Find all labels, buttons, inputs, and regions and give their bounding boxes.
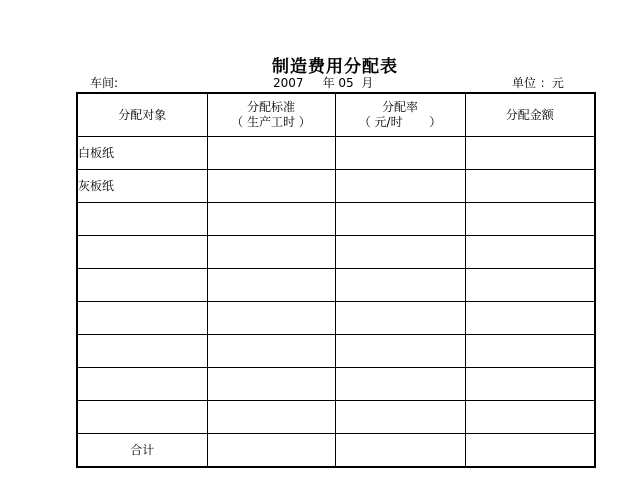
row-rate-cell[interactable] xyxy=(335,203,465,236)
row-basis-cell[interactable] xyxy=(207,368,335,401)
allocation-table xyxy=(76,92,596,468)
row-basis-cell[interactable] xyxy=(207,302,335,335)
row-object-cell[interactable] xyxy=(77,401,207,434)
row-object-cell[interactable] xyxy=(77,302,207,335)
row-amount-cell[interactable] xyxy=(465,401,595,434)
row-basis-cell[interactable] xyxy=(207,203,335,236)
table-row xyxy=(77,236,595,269)
row-amount-cell[interactable] xyxy=(465,368,595,401)
row-amount-cell[interactable] xyxy=(465,137,595,170)
row-basis-cell[interactable] xyxy=(207,137,335,170)
row-object-cell[interactable] xyxy=(77,269,207,302)
table-row xyxy=(77,203,595,236)
row-amount-cell[interactable] xyxy=(465,170,595,203)
row-basis-cell[interactable] xyxy=(207,335,335,368)
total-rate-cell[interactable] xyxy=(335,434,465,468)
row-basis-cell[interactable] xyxy=(207,401,335,434)
row-basis-cell[interactable] xyxy=(207,269,335,302)
row-rate-cell[interactable] xyxy=(335,335,465,368)
row-basis-cell[interactable] xyxy=(207,170,335,203)
row-object-cell[interactable] xyxy=(77,203,207,236)
unit-label: 单位 ：元 xyxy=(512,76,564,90)
total-amount-cell[interactable] xyxy=(465,434,595,468)
row-amount-cell[interactable] xyxy=(465,269,595,302)
row-rate-cell[interactable] xyxy=(335,236,465,269)
total-row xyxy=(77,434,595,468)
header-allocation-rate: 分配率 （ 元/时 ） xyxy=(335,93,465,137)
table-row xyxy=(77,302,595,335)
row-amount-cell[interactable] xyxy=(465,302,595,335)
header-allocation-object: 分配对象 xyxy=(77,93,207,137)
row-object-cell[interactable]: 白板纸 xyxy=(77,137,207,170)
row-rate-cell[interactable] xyxy=(335,401,465,434)
row-rate-cell[interactable] xyxy=(335,269,465,302)
row-rate-cell[interactable] xyxy=(335,368,465,401)
table-row xyxy=(77,137,595,170)
header-allocation-amount: 分配金额 xyxy=(465,93,595,137)
row-basis-cell[interactable] xyxy=(207,236,335,269)
table-row xyxy=(77,401,595,434)
table-row xyxy=(77,335,595,368)
row-amount-cell[interactable] xyxy=(465,203,595,236)
total-basis-cell[interactable] xyxy=(207,434,335,468)
table-title: 制造费用分配表 xyxy=(272,57,398,77)
table-row xyxy=(77,368,595,401)
workshop-label: 车间: xyxy=(90,76,119,90)
row-amount-cell[interactable] xyxy=(465,335,595,368)
table-row xyxy=(77,269,595,302)
row-rate-cell[interactable] xyxy=(335,302,465,335)
row-amount-cell[interactable] xyxy=(465,236,595,269)
row-object-cell[interactable] xyxy=(77,368,207,401)
row-object-cell[interactable] xyxy=(77,236,207,269)
row-object-cell[interactable] xyxy=(77,335,207,368)
row-object-cell[interactable]: 灰板纸 xyxy=(77,170,207,203)
table-row xyxy=(77,170,595,203)
row-rate-cell[interactable] xyxy=(335,137,465,170)
row-rate-cell[interactable] xyxy=(335,170,465,203)
header-allocation-basis: 分配标准 （ 生产工时 ） xyxy=(207,93,335,137)
total-label-cell: 合计 xyxy=(77,434,207,468)
header-row xyxy=(77,93,595,137)
period-label: 2007 年 05 月 xyxy=(273,76,374,90)
